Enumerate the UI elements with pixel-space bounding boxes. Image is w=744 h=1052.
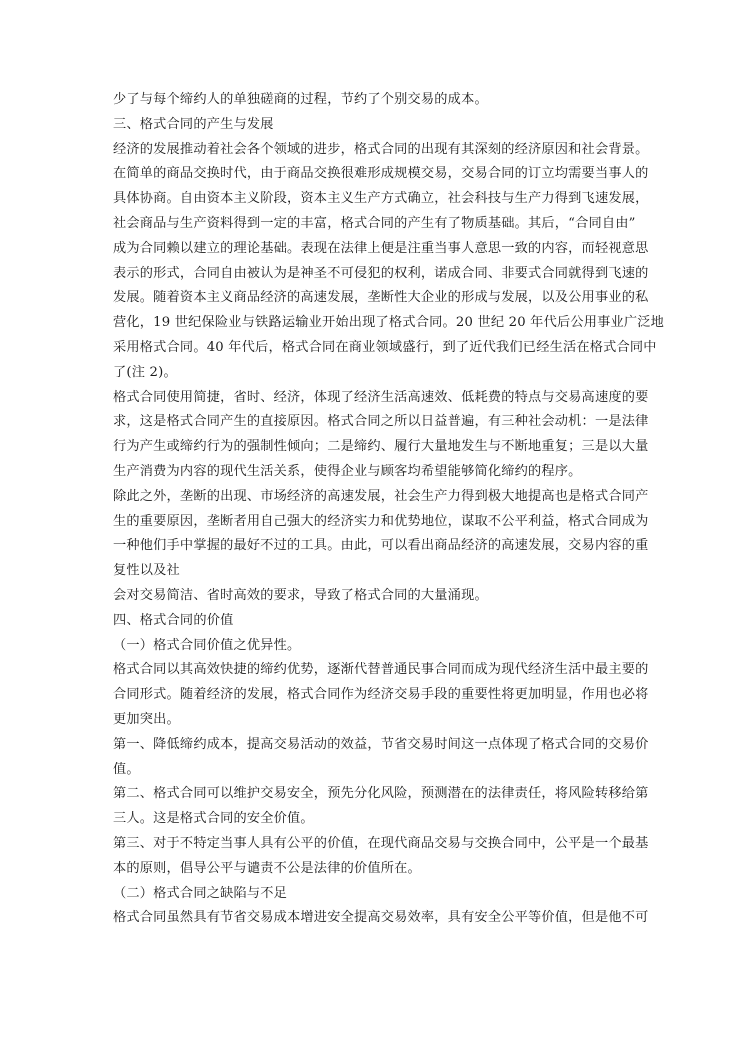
text-line: 格式合同使用简捷，省时、经济，体现了经济生活高速效、低耗费的特点与交易高速度的要 (113, 389, 649, 405)
text-line: 合同形式。随着经济的发展，格式合同作为经济交易手段的重要性将更加明显，作用也必将 (113, 687, 649, 703)
text-line: 具体协商。自由资本主义阶段，资本主义生产方式确立，社会科技与生产力得到飞速发展， (113, 191, 649, 207)
text-line: 在简单的商品交换时代，由于商品交换很难形成规模交易，交易合同的订立均需要当事人的 (113, 166, 649, 182)
text-line: 更加突出。 (113, 711, 180, 727)
subsection-heading: （二）格式合同之缺陷与不足 (113, 885, 288, 901)
text-line: 除此之外，垄断的出现、市场经济的高速发展，社会生产力得到极大地提高也是格式合同产 (113, 488, 649, 504)
text-line: 复性以及社 (113, 563, 180, 579)
text-line: 第二、格式合同可以维护交易安全，预先分化风险，预测潜在的法律责任，将风险转移给第 (113, 786, 649, 802)
text-line: 少了与每个缔约人的单独磋商的过程，节约了个别交易的成本。 (113, 92, 488, 107)
text-line: 营化，19 世纪保险业与铁路运输业开始出现了格式合同。20 世纪 20 年代后公用事业广泛地 (113, 315, 665, 331)
text-line: 三人。这是格式合同的安全价值。 (113, 811, 314, 827)
text-line: 第三、对于不特定当事人具有公平的价值，在现代商品交易与交换合同中，公平是一个最基 (113, 835, 649, 851)
text-line: 经济的发展推动着社会各个领域的进步，格式合同的出现有其深刻的经济原因和社会背景。 (113, 141, 649, 157)
section-heading: 三、格式合同的产生与发展 (113, 116, 274, 132)
text-line: 一种他们手中掌握的最好不过的工具。由此，可以看出商品经济的高速发展，交易内容的重 (113, 538, 649, 554)
section-heading: 四、格式合同的价值 (113, 612, 234, 628)
text-line: 了(注 2)。 (113, 364, 177, 380)
text-line: 成为合同赖以建立的理论基础。表现在法律上便是注重当事人意思一致的内容，而轻视意思 (113, 240, 649, 256)
text-line: 表示的形式，合同自由被认为是神圣不可侵犯的权利，诺成合同、非要式合同就得到飞速的 (113, 265, 649, 281)
text-line: 生的重要原因，垄断者用自己强大的经济实力和优势地位，谋取不公平利益，格式合同成为 (113, 513, 649, 529)
document-body (113, 88, 665, 931)
text-line: 求，这是格式合同产生的直接原因。格式合同之所以日益普遍，有三种社会动机：一是法律 (113, 414, 649, 430)
text-line: 值。 (113, 761, 140, 777)
text-line: 采用格式合同。40 年代后，格式合同在商业领域盛行，到了近代我们已经生活在格式合同中 (113, 339, 657, 355)
text-line: 格式合同以其高效快捷的缔约优势，逐渐代替普通民事合同而成为现代经济生活中最主要的 (113, 662, 649, 678)
text-line: 行为产生或缔约行为的强制性倾向；二是缔约、履行大量地发生与不断地重复；三是以大量 (113, 439, 649, 455)
text-line: 发展。随着资本主义商品经济的高速发展，垄断性大企业的形成与发展，以及公用事业的私 (113, 290, 649, 306)
text-line: 格式合同虽然具有节省交易成本增进安全提高交易效率，具有安全公平等价值，但是他不可 (113, 910, 649, 926)
text-line: 第一、降低缔约成本，提高交易活动的效益，节省交易时间这一点体现了格式合同的交易价 (113, 736, 649, 752)
text-line: 会对交易简洁、省时高效的要求，导致了格式合同的大量涌现。 (113, 587, 488, 603)
subsection-heading: （一）格式合同价值之优异性。 (113, 637, 301, 653)
text-line: 生产消费为内容的现代生活关系，使得企业与顾客均希望能够简化缔约的程序。 (113, 463, 582, 479)
text-line: 社会商品与生产资料得到一定的丰富，格式合同的产生有了物质基础。其后，“合同自由” (113, 215, 636, 231)
text-line: 本的原则，倡导公平与谴责不公是法律的价值所在。 (113, 860, 421, 876)
